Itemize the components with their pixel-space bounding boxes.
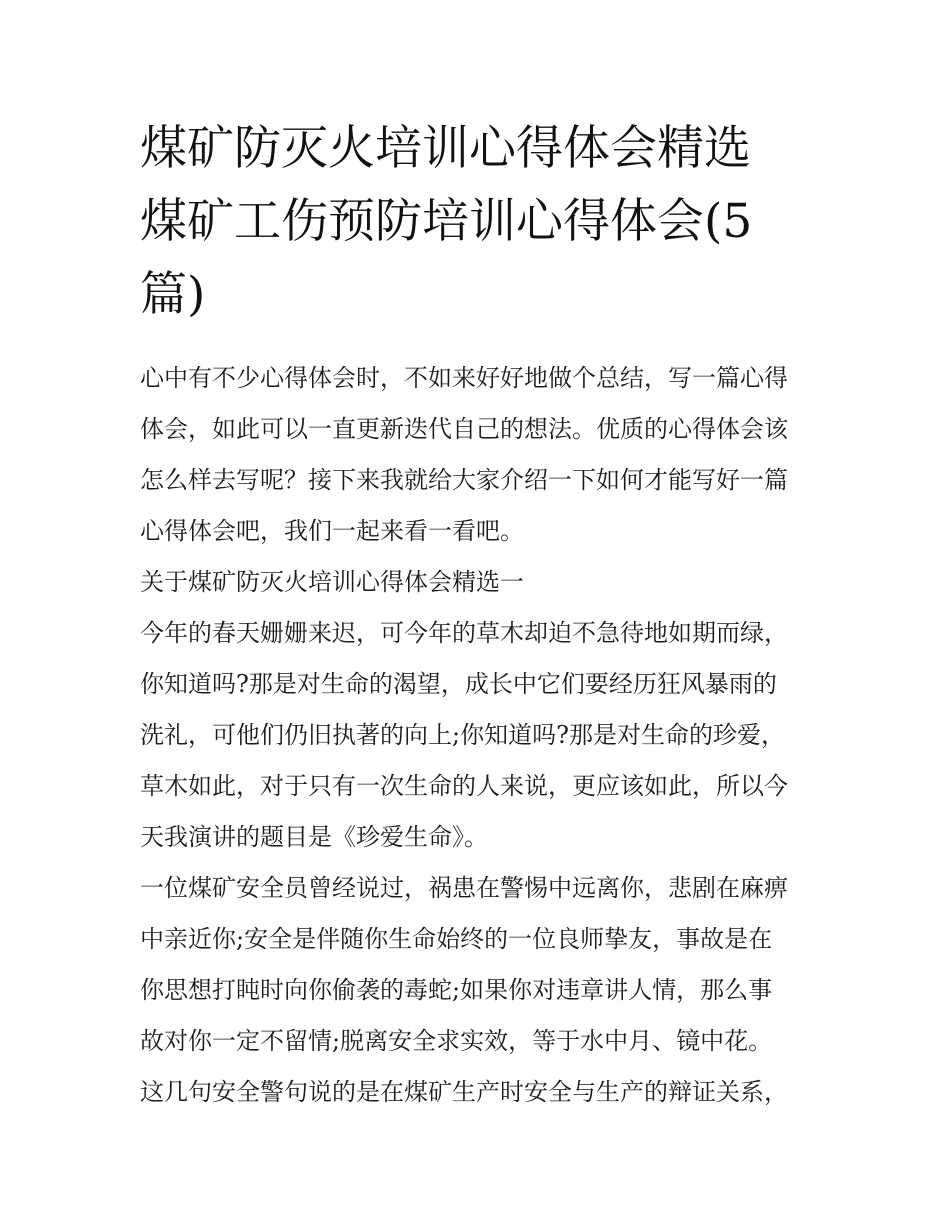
body-line: 怎么样去写呢？接下来我就给大家介绍一下如何才能写好一篇 (140, 466, 788, 494)
body-line: 你知道吗?那是对生命的渴望，成长中它们要经历狂风暴雨的 (140, 670, 777, 698)
body-line: 今年的春天姗姗来迟，可今年的草木却迫不急待地如期而绿， (140, 619, 788, 647)
body-line: 你思想打盹时向你偷袭的毒蛇;如果你对违章讲人情，那么事 (140, 976, 773, 1004)
body-line: 心中有不少心得体会时，不如来好好地做个总结，写一篇心得 (140, 364, 788, 392)
section-heading: 关于煤矿防灭火培训心得体会精选一 (140, 568, 524, 596)
document-title: 煤矿防灭火培训心得体会精选 煤矿工伤预防培训心得体会(5 篇) (140, 121, 753, 322)
body-line: 体会，如此可以一直更新迭代自己的想法。优质的心得体会该 (140, 415, 788, 443)
body-line: 故对你一定不留情;脱离安全求实效，等于水中月、镜中花。 (140, 1027, 773, 1055)
body-line: 洗礼，可他们仍旧执著的向上;你知道吗?那是对生命的珍爱， (140, 721, 785, 749)
body-line: 中亲近你;安全是伴随你生命始终的一位良师挚友，事故是在 (140, 925, 773, 953)
body-line: 这几句安全警句说的是在煤矿生产时安全与生产的辩证关系， (140, 1078, 788, 1106)
document-body (140, 353, 820, 1118)
body-line: 天我演讲的题目是《珍爱生命》。 (140, 823, 488, 851)
body-line: 草木如此，对于只有一次生命的人来说，更应该如此，所以今 (140, 772, 788, 800)
body-line: 一位煤矿安全员曾经说过，祸患在警惕中远离你，悲剧在麻痹 (140, 874, 788, 902)
body-line: 心得体会吧，我们一起来看一看吧。 (140, 517, 524, 545)
